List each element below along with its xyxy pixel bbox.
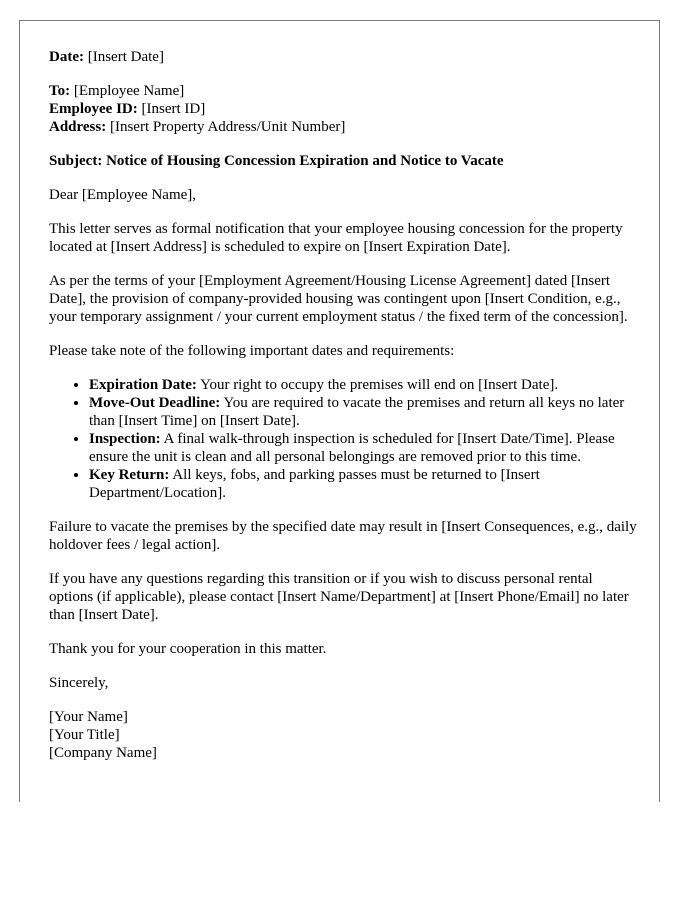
requirement-move-out-deadline	[89, 394, 639, 430]
date-value: [Insert Date]	[87, 49, 164, 65]
paragraph-requirements-intro: Please take note of the following important dates and requirements:	[49, 343, 455, 359]
requirement-text: Your right to occupy the premises will end on [Insert Date].	[196, 377, 559, 393]
salutation: Dear [Employee Name],	[49, 187, 197, 203]
date-label: Date:	[49, 49, 84, 65]
requirement-label: Key Return:	[89, 467, 170, 483]
date-line	[49, 48, 639, 66]
address-value: [Insert Property Address/Unit Number]	[109, 119, 346, 135]
letter-body	[49, 48, 639, 762]
requirement-text: A final walk-through inspection is scheduled for [Insert Date/Time]. Please ensure the unit is clean and all personal belongings are removed prior to this time.	[89, 431, 615, 465]
requirement-inspection	[89, 430, 639, 466]
requirement-label: Expiration Date:	[89, 377, 197, 393]
employee-id-line	[49, 100, 639, 118]
to-line	[49, 82, 639, 100]
requirement-expiration-date	[89, 376, 639, 394]
employee-id-value: [Insert ID]	[141, 101, 206, 117]
requirement-text: All keys, fobs, and parking passes must be returned to [Insert Department/Location].	[89, 467, 540, 501]
paragraph-agreement-terms: As per the terms of your [Employment Agreement/Housing License Agreement] dated [Insert Date], the provision of company-provided housing was contingent upon [Insert Condition, e.g., your temporary assignment / your current employment status / the fixed term of the concession].	[49, 273, 628, 325]
subject-text: Subject: Notice of Housing Concession Expiration and Notice to Vacate	[49, 153, 504, 169]
address-label: Address:	[49, 119, 107, 135]
requirement-label: Move-Out Deadline:	[89, 395, 221, 411]
paragraph-consequences: Failure to vacate the premises by the specified date may result in [Insert Consequences, e.g., daily holdover fees / legal action].	[49, 519, 637, 553]
requirement-text: You are required to vacate the premises and return all keys no later than [Insert Time] on [Insert Date].	[89, 395, 625, 429]
paragraph-notification: This letter serves as formal notification that your employee housing concession for the property located at [Insert Address] is scheduled to expire on [Insert Expiration Date].	[49, 221, 623, 255]
address-line	[49, 118, 639, 136]
requirements-list	[49, 376, 639, 502]
requirement-label: Inspection:	[89, 431, 161, 447]
signature-block	[49, 708, 639, 762]
requirement-key-return	[89, 466, 639, 502]
to-value: [Employee Name]	[73, 83, 185, 99]
signature-company: [Company Name]	[49, 745, 157, 761]
subject-line	[49, 152, 639, 170]
letter-page	[19, 20, 660, 802]
paragraph-thanks: Thank you for your cooperation in this matter.	[49, 641, 327, 657]
signature-title: [Your Title]	[49, 727, 120, 743]
signature-name: [Your Name]	[49, 709, 128, 725]
signoff: Sincerely,	[49, 675, 109, 691]
employee-id-label: Employee ID:	[49, 101, 138, 117]
recipient-block	[49, 82, 639, 136]
to-label: To:	[49, 83, 71, 99]
paragraph-contact: If you have any questions regarding this transition or if you wish to discuss personal rental options (if applicable), please contact [Insert Name/Department] at [Insert Phone/Email] no later than [Insert Date].	[49, 571, 629, 623]
